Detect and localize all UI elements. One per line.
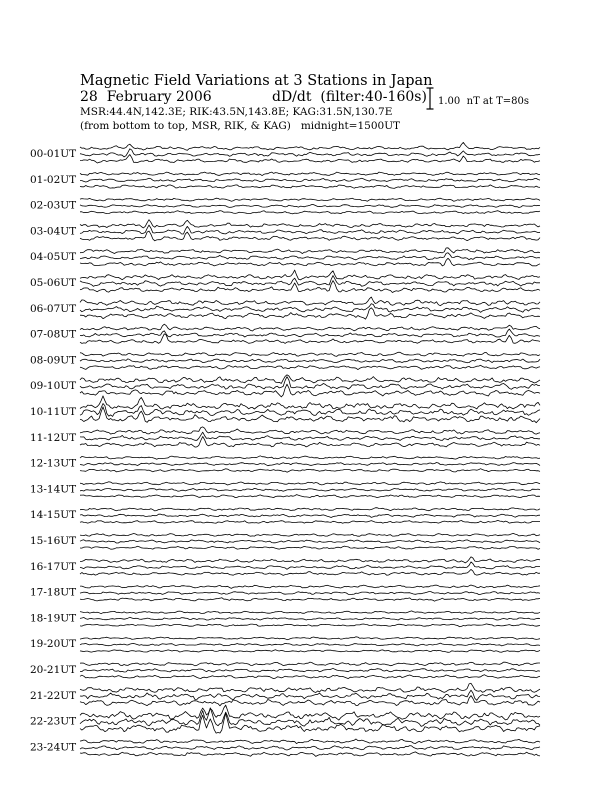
row-label-08-09UT: 08-09UT: [30, 354, 77, 367]
trace-08-09UT-RIK: [80, 359, 540, 363]
trace-14-15UT-MSR: [80, 520, 540, 523]
row-label-12-13UT: 12-13UT: [30, 457, 77, 470]
row-label-03-04UT: 03-04UT: [30, 225, 77, 238]
trace-07-08UT-KAG: [80, 324, 540, 331]
row-label-16-17UT: 16-17UT: [30, 560, 77, 573]
station-traces: [80, 142, 540, 756]
row-label-00-01UT: 00-01UT: [30, 148, 77, 160]
trace-06-07UT-KAG: [80, 297, 540, 306]
trace-14-15UT-RIK: [80, 514, 540, 517]
trace-18-19UT-MSR: [80, 624, 540, 627]
trace-09-10UT-RIK: [80, 377, 540, 390]
trace-20-21UT-RIK: [80, 668, 540, 672]
station-coordinates: MSR:44.4N,142.3E; RIK:43.5N,143.8E; KAG:31.5N,130.7E: [80, 106, 393, 118]
row-label-05-06UT: 05-06UT: [30, 277, 77, 289]
trace-00-01UT-MSR: [80, 155, 540, 164]
row-label-18-19UT: 18-19UT: [30, 612, 77, 625]
trace-17-18UT-KAG: [80, 585, 540, 588]
row-label-20-21UT: 20-21UT: [30, 664, 77, 676]
row-label-19-20UT: 19-20UT: [30, 638, 77, 651]
trace-05-06UT-KAG: [80, 270, 540, 280]
trace-04-05UT-MSR: [80, 258, 540, 266]
row-label-06-07UT: 06-07UT: [30, 302, 77, 315]
trace-19-20UT-KAG: [80, 637, 540, 640]
hour-row-labels: [30, 148, 76, 753]
trace-00-01UT-KAG: [80, 142, 540, 150]
trace-15-16UT-KAG: [80, 533, 540, 536]
trace-08-09UT-KAG: [80, 352, 540, 356]
trace-09-10UT-KAG: [80, 375, 540, 384]
trace-20-21UT-MSR: [80, 675, 540, 679]
trace-23-24UT-RIK: [80, 746, 540, 750]
row-label-04-05UT: 04-05UT: [30, 251, 77, 264]
trace-22-23UT-KAG: [80, 705, 540, 720]
trace-16-17UT-MSR: [80, 569, 540, 575]
trace-01-02UT-KAG: [80, 172, 540, 176]
trace-06-07UT-RIK: [80, 304, 540, 313]
row-label-07-08UT: 07-08UT: [30, 328, 77, 341]
trace-02-03UT-KAG: [80, 198, 540, 201]
scale-bar-label: 1.00 nT at T=80s: [438, 96, 529, 107]
station-order-note: (from bottom to top, MSR, RIK, & KAG) midnight=1500UT: [80, 120, 401, 132]
trace-02-03UT-RIK: [80, 205, 540, 208]
trace-19-20UT-RIK: [80, 643, 540, 646]
row-label-23-24UT: 23-24UT: [30, 741, 77, 754]
trace-19-20UT-MSR: [80, 650, 540, 653]
figure-title: Magnetic Field Variations at 3 Stations in Japan: [80, 73, 433, 89]
figure-date: 28 February 2006: [80, 89, 212, 105]
figure-component: dD/dt (filter:40-160s): [272, 89, 427, 105]
row-label-22-23UT: 22-23UT: [30, 715, 77, 728]
row-label-17-18UT: 17-18UT: [30, 586, 77, 599]
trace-16-17UT-RIK: [80, 562, 540, 569]
row-label-02-03UT: 02-03UT: [30, 199, 77, 212]
trace-17-18UT-MSR: [80, 598, 540, 602]
trace-03-04UT-KAG: [80, 220, 540, 228]
scale-bar: [427, 88, 529, 109]
trace-21-22UT-MSR: [80, 696, 540, 706]
row-label-21-22UT: 21-22UT: [30, 689, 77, 702]
trace-08-09UT-MSR: [80, 365, 540, 369]
trace-17-18UT-RIK: [80, 592, 540, 595]
trace-11-12UT-KAG: [80, 427, 540, 434]
trace-13-14UT-MSR: [80, 495, 540, 498]
trace-12-13UT-MSR: [80, 469, 540, 473]
trace-13-14UT-RIK: [80, 488, 540, 491]
row-label-11-12UT: 11-12UT: [30, 431, 77, 444]
trace-21-22UT-KAG: [80, 683, 540, 692]
trace-10-11UT-RIK: [80, 404, 540, 417]
trace-04-05UT-RIK: [80, 253, 540, 260]
trace-15-16UT-MSR: [80, 546, 540, 549]
row-label-09-10UT: 09-10UT: [30, 380, 77, 393]
trace-01-02UT-RIK: [80, 178, 540, 182]
trace-02-03UT-MSR: [80, 211, 540, 214]
row-label-15-16UT: 15-16UT: [30, 535, 77, 547]
trace-12-13UT-RIK: [80, 463, 540, 466]
trace-05-06UT-MSR: [80, 281, 540, 293]
trace-03-04UT-MSR: [80, 231, 540, 241]
trace-23-24UT-KAG: [80, 739, 540, 744]
row-label-13-14UT: 13-14UT: [30, 483, 77, 496]
trace-20-21UT-KAG: [80, 662, 540, 666]
trace-14-15UT-KAG: [80, 508, 540, 511]
trace-01-02UT-MSR: [80, 185, 540, 189]
trace-10-11UT-KAG: [80, 396, 540, 409]
trace-18-19UT-RIK: [80, 617, 540, 620]
trace-05-06UT-RIK: [80, 276, 540, 287]
trace-15-16UT-RIK: [80, 540, 540, 543]
trace-11-12UT-MSR: [80, 437, 540, 448]
trace-13-14UT-KAG: [80, 482, 540, 485]
trace-04-05UT-KAG: [80, 248, 540, 254]
row-label-10-11UT: 10-11UT: [30, 406, 77, 418]
trace-18-19UT-KAG: [80, 611, 540, 614]
trace-23-24UT-MSR: [80, 752, 540, 757]
trace-03-04UT-RIK: [80, 225, 540, 234]
trace-07-08UT-MSR: [80, 334, 540, 344]
trace-12-13UT-KAG: [80, 456, 540, 459]
row-label-14-15UT: 14-15UT: [30, 509, 77, 522]
row-label-01-02UT: 01-02UT: [30, 173, 77, 186]
